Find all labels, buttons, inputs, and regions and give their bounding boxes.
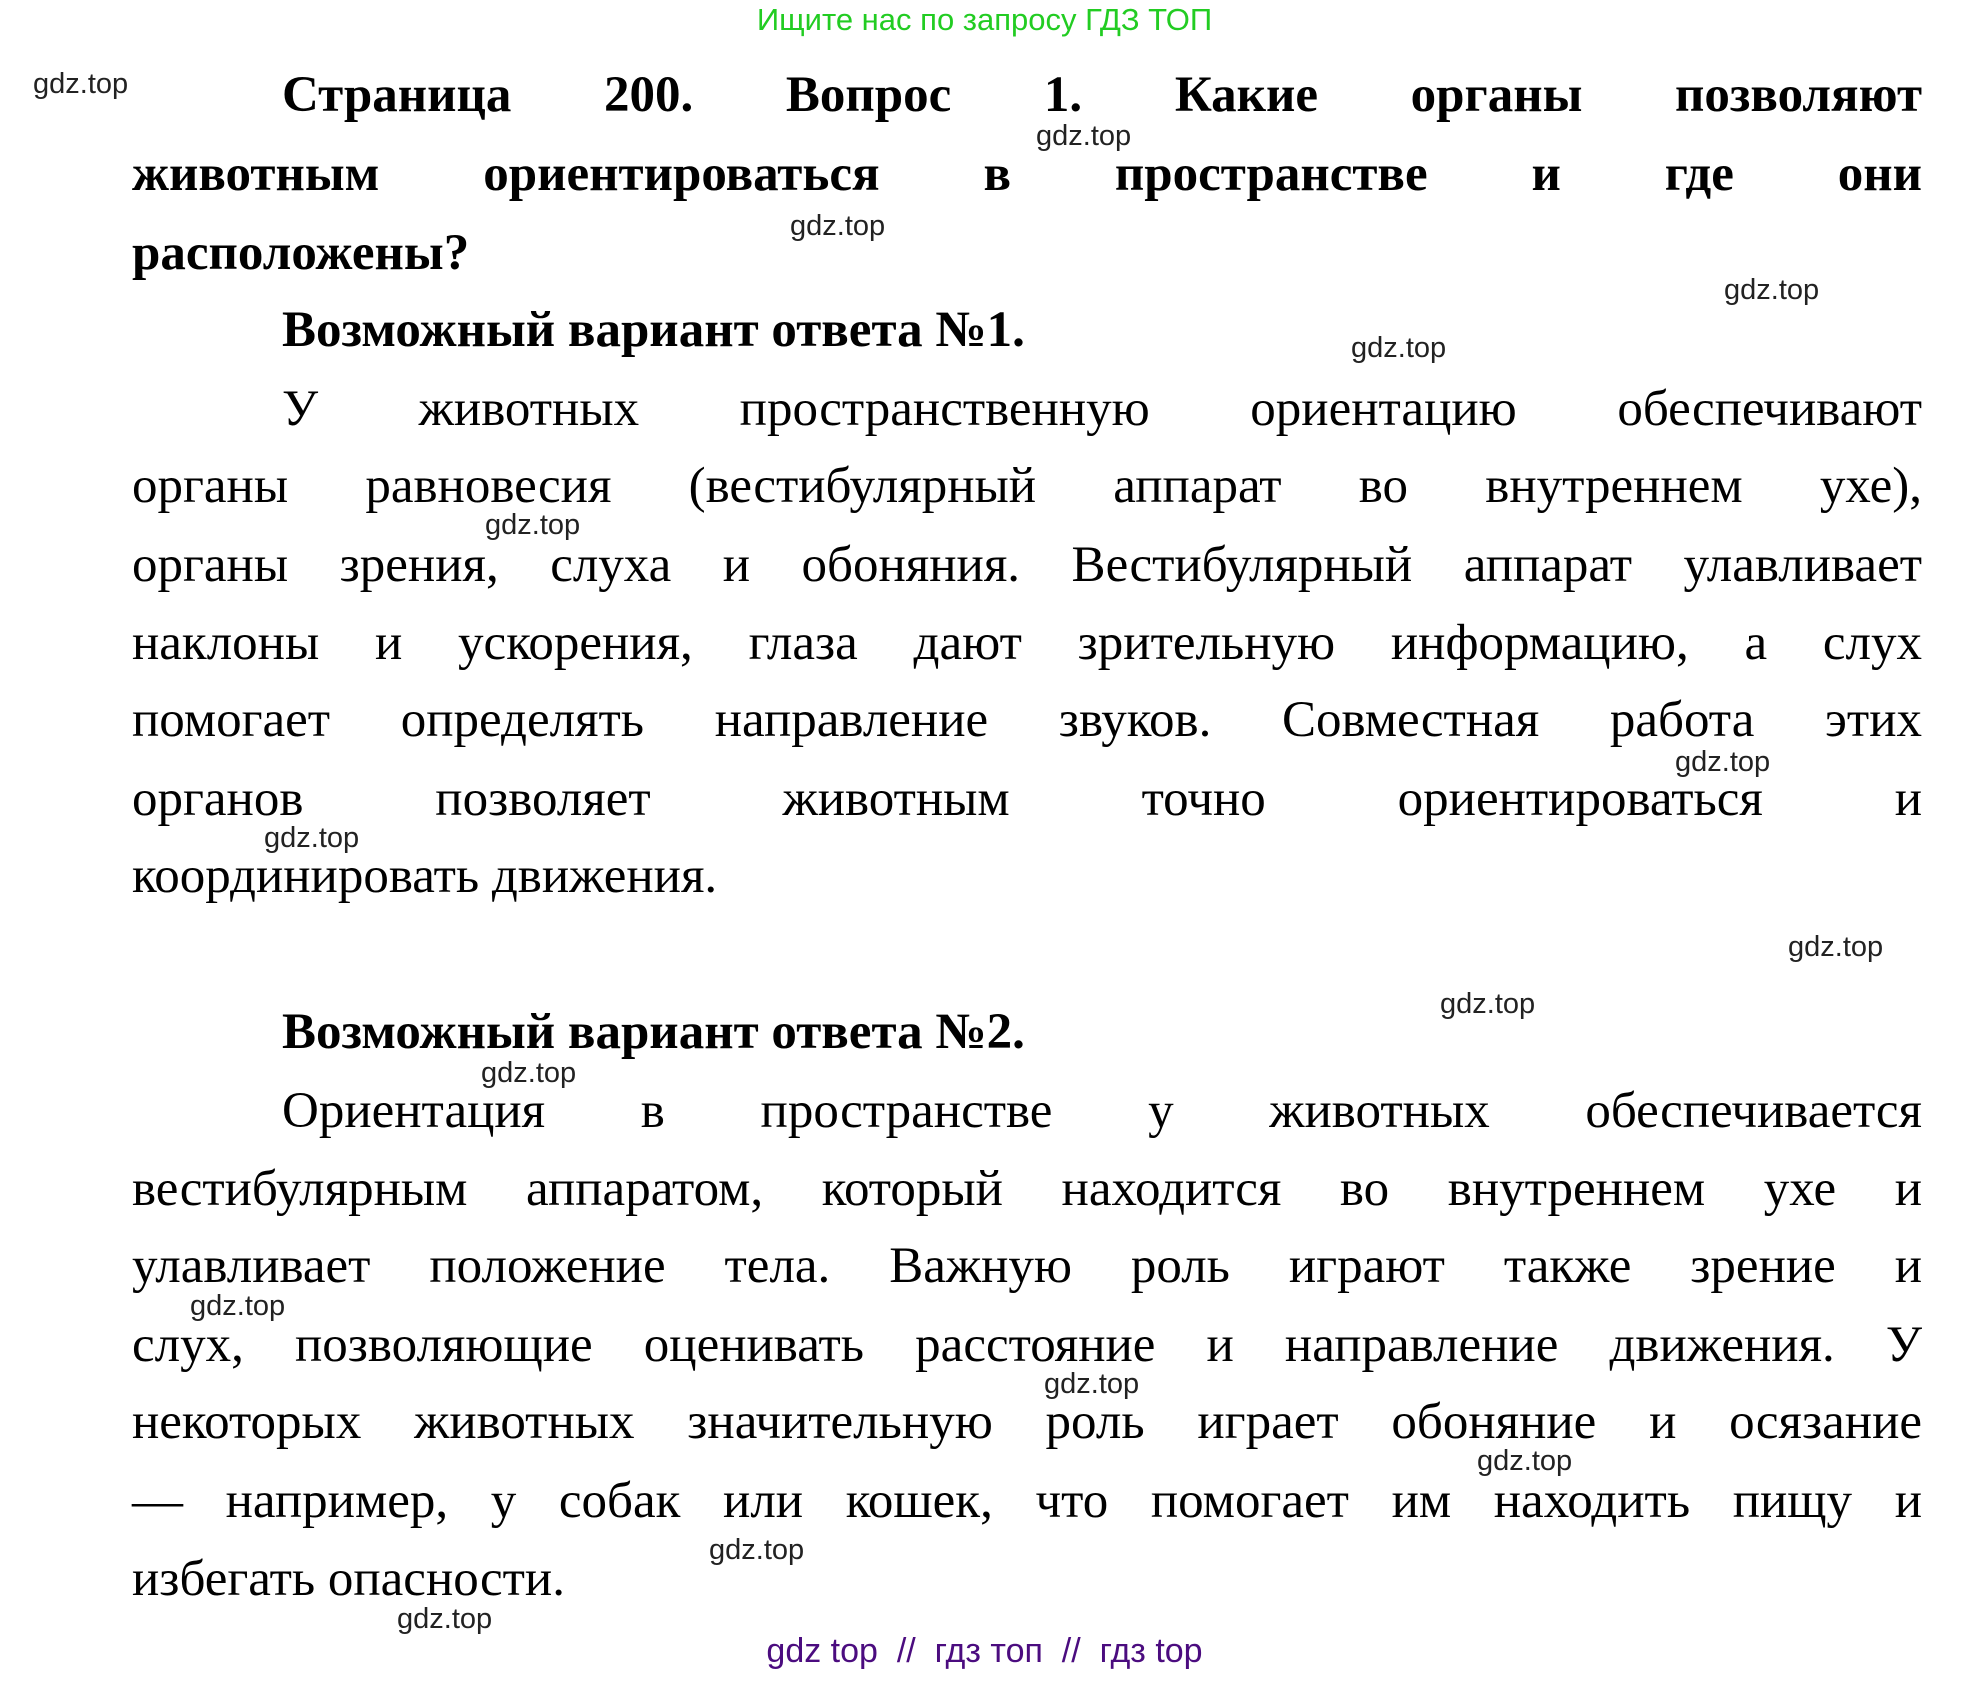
watermark: gdz.top (1724, 274, 1820, 306)
text-line: избегать опасности. (132, 1551, 565, 1607)
search-banner: Ищите нас по запросу ГДЗ ТОП (756, 2, 1213, 37)
text-line: У животных пространственную ориентацию обеспечивают (282, 381, 1922, 437)
text-line: органы зрения, слуха и обоняния. Вестибулярный аппарат улавливает (132, 537, 1922, 593)
text-line: органы равновесия (вестибулярный аппарат во внутреннем ухе), (132, 458, 1922, 514)
text-line: некоторых животных значительную роль играет обоняние и осязание (132, 1394, 1922, 1450)
text-line: улавливает положение тела. Важную роль играют также зрение и (132, 1238, 1922, 1294)
watermark: gdz.top (1440, 988, 1536, 1020)
watermark: gdz.top (264, 822, 360, 854)
text-line: — например, у собак или кошек, что помогает им находить пищу и (132, 1473, 1922, 1529)
text-line: наклоны и ускорения, глаза дают зрительную информацию, а слух (132, 615, 1922, 671)
text-line: слух, позволяющие оценивать расстояние и направление движения. У (132, 1317, 1922, 1373)
text-line: Ориентация в пространстве у животных обеспечивается (282, 1083, 1922, 1139)
watermark: gdz.top (1788, 931, 1884, 963)
question-line: расположены? (132, 225, 470, 281)
text-line: координировать движения. (132, 848, 718, 904)
question-line: Страница 200. Вопрос 1. Какие органы позволяют (282, 67, 1922, 123)
text-line: органов позволяет животным точно ориентироваться и (132, 771, 1922, 827)
footer-watermark: gdz top // гдз топ // гдз top (766, 1632, 1203, 1670)
answer1-heading: Возможный вариант ответа №1. (282, 302, 1025, 358)
watermark: gdz.top (790, 210, 886, 242)
watermark: gdz.top (1036, 120, 1132, 152)
watermark: gdz.top (397, 1603, 493, 1635)
watermark: gdz.top (1351, 332, 1447, 364)
watermark: gdz.top (190, 1290, 286, 1322)
watermark: gdz.top (709, 1534, 805, 1566)
watermark: gdz.top (485, 509, 581, 541)
watermark: gdz.top (1477, 1445, 1573, 1477)
watermark: gdz.top (1044, 1368, 1140, 1400)
watermark: gdz.top (481, 1057, 577, 1089)
watermark: gdz.top (33, 68, 129, 100)
answer2-heading: Возможный вариант ответа №2. (282, 1004, 1025, 1060)
text-line: вестибулярным аппаратом, который находится во внутреннем ухе и (132, 1161, 1922, 1217)
text-line: помогает определять направление звуков. Совместная работа этих (132, 692, 1922, 748)
watermark: gdz.top (1675, 746, 1771, 778)
question-line: животным ориентироваться в пространстве и где они (132, 146, 1922, 202)
